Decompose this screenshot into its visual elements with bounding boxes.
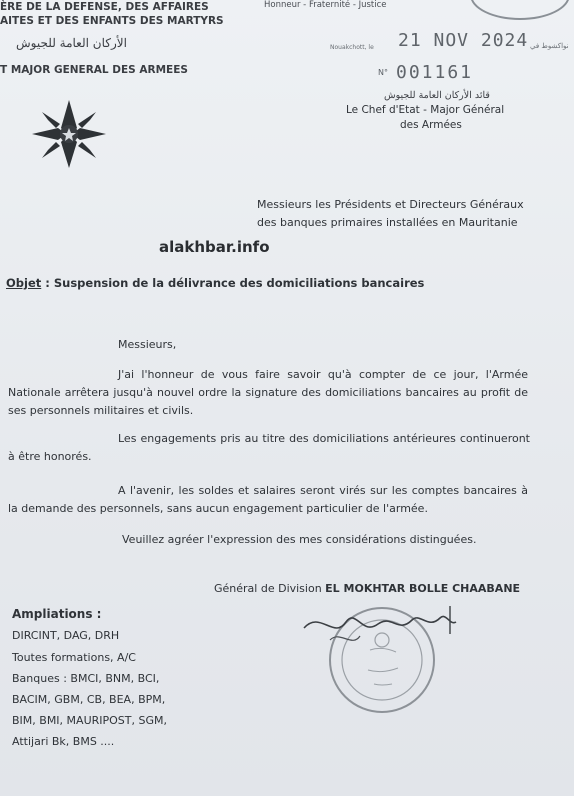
subject-text: : Suspension de la délivrance des domiciliations bancaires (41, 276, 425, 290)
body-paragraph-1: J'ai l'honneur de vous faire savoir qu'à compter de ce jour, l'Armée Nationale arrêtera jusqu'à nouvel ordre la signature des domiciliations bancaires au profit de ses personnels militaires et civils. (8, 368, 528, 417)
ampliation-line: Attijari Bk, BMS .... (12, 735, 115, 748)
reference-number-stamp: 001161 (396, 62, 474, 83)
chef-title-line-1: Le Chef d'Etat - Major Général (346, 104, 505, 116)
body-paragraph-3: A l'avenir, les soldes et salaires seront virés sur les comptes bancaires à la demande des personnels, sans aucun engagement particulier de l'armée. (8, 484, 528, 515)
body-paragraph-2: Les engagements pris au titre des domiciliations antérieures continueront à être honorés. (8, 432, 530, 463)
closing-formula: Veuillez agréer l'expression des mes considérations distinguées. (122, 533, 477, 546)
army-emblem-icon (30, 98, 108, 170)
national-motto: Honneur - Fraternité - Justice (264, 0, 387, 10)
ampliation-line: BIM, BMI, MAURIPOST, SGM, (12, 714, 167, 727)
signatory-name: EL MOKHTAR BOLLE CHAABANE (325, 582, 521, 595)
signatory-rank: Général de Division (214, 582, 326, 595)
ampliations-title: Ampliations : (12, 607, 102, 621)
salutation: Messieurs, (118, 338, 177, 351)
ministry-name (0, 0, 224, 28)
addressee-line-1: Messieurs les Présidents et Directeurs Généraux (257, 198, 524, 211)
etat-major-title: T MAJOR GENERAL DES ARMEES (0, 64, 188, 76)
number-label: N° (378, 68, 388, 77)
date-label: Nouakchott, le (330, 44, 374, 51)
subject-label: Objet (6, 276, 42, 290)
ampliation-line: Banques : BMCI, BNM, BCI, (12, 672, 160, 685)
ministry-arabic: الأركان العامة للجيوش (16, 36, 127, 50)
date-label-arabic: نواكشوط في (530, 42, 569, 50)
chef-title-line-2: des Armées (400, 119, 462, 131)
ampliation-line: DIRCINT, DAG, DRH (12, 629, 120, 642)
ampliation-line: BACIM, GBM, CB, BEA, BPM, (12, 693, 166, 706)
source-watermark: alakhbar.info (159, 238, 270, 256)
ampliation-line: Toutes formations, A/C (12, 651, 136, 664)
ministry-line-2: AITES ET DES ENFANTS DES MARTYRS (0, 15, 224, 27)
date-stamp: 21 NOV 2024 (398, 30, 529, 51)
chef-title-arabic: قائد الأركان العامة للجيوش (384, 90, 490, 101)
official-stamp-and-signature (300, 600, 460, 720)
ministry-line-1: ÈRE DE LA DEFENSE, DES AFFAIRES (0, 1, 209, 13)
addressee-line-2: des banques primaires installées en Mauritanie (257, 216, 518, 229)
subject-line (6, 276, 424, 290)
signatory (214, 582, 520, 595)
seal-top-fragment (470, 0, 570, 20)
